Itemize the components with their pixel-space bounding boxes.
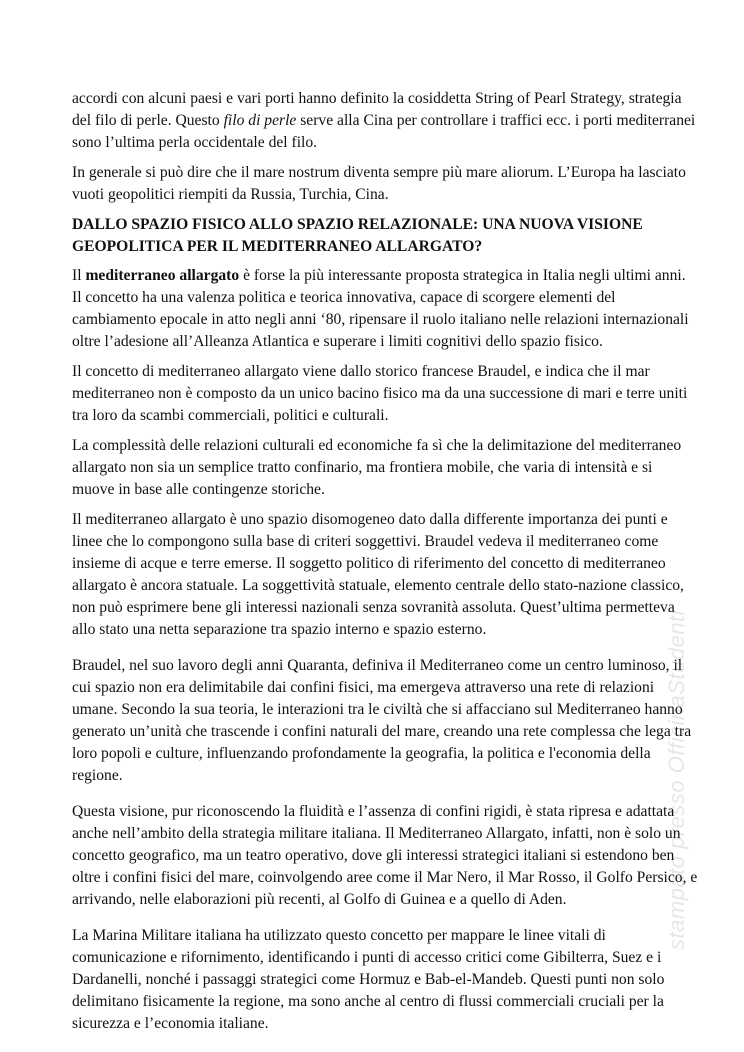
text-line: linee che lo compongono sulla base di criteri soggettivi. Braudel vedeva il mediterraneo come bbox=[72, 533, 659, 550]
text-line: non può esprimere bene gli interessi nazionali senza sovranità assoluta. Quest’ultima permetteva bbox=[72, 599, 675, 616]
text-line: tra loro da scambi commerciali, politici e culturali. bbox=[72, 407, 389, 424]
text-line: Il mediterraneo allargato è uno spazio disomogeneo dato dalla differente importanza dei punti e bbox=[72, 511, 668, 528]
text-line bbox=[72, 110, 696, 132]
text-line: regione. bbox=[72, 767, 123, 784]
text-line: Il concetto di mediterraneo allargato viene dallo storico francese Braudel, e indica che il mar bbox=[72, 363, 650, 380]
paragraph-braudel-quaranta bbox=[72, 655, 692, 787]
text-line: oltre i confini fisici del mare, coinvolgendo aree come il Mar Nero, il Mar Rosso, il Golfo Persico, e bbox=[72, 869, 698, 886]
text-line bbox=[72, 265, 686, 287]
text-line: anche nell’ambito della strategia militare italiana. Il Mediterraneo Allargato, infatti, non è solo un bbox=[72, 825, 681, 842]
heading-line: DALLO SPAZIO FISICO ALLO SPAZIO RELAZIONALE: UNA NUOVA VISIONE bbox=[72, 216, 643, 233]
text-line: accordi con alcuni paesi e vari porti hanno definito la cosiddetta String of Pearl Strategy, strategia bbox=[72, 90, 682, 107]
text-line: allo stato una netta separazione tra spazio interno e spazio esterno. bbox=[72, 621, 487, 638]
text-line: oltre l’adesione all’Alleanza Atlantica e superare i limiti cognitivi dello spazio fisico. bbox=[72, 333, 603, 350]
paragraph-complessita bbox=[72, 435, 682, 501]
section-heading bbox=[72, 214, 682, 258]
paragraph-braudel-origin bbox=[72, 361, 688, 427]
text-line: Il concetto ha una valenza politica e teorica innovativa, capace di scorgere elementi del bbox=[72, 289, 616, 306]
text-line: Braudel, nel suo lavoro degli anni Quaranta, definiva il Mediterraneo come un centro luminoso, il bbox=[72, 657, 683, 674]
text-line: umane. Secondo la sua teoria, le interazioni tra le civiltà che si affacciano sul Mediterraneo hanno bbox=[72, 701, 683, 718]
paragraph-mare-nostrum bbox=[72, 162, 686, 206]
text-line: arrivando, nelle elaborazioni più recenti, al Golfo di Guinea e a quello di Aden. bbox=[72, 891, 567, 908]
text-span: Il bbox=[72, 267, 86, 284]
paragraph-mediterraneo-allargato bbox=[72, 265, 689, 353]
paragraph-strategia-militare bbox=[72, 801, 698, 911]
text-line: vuoti geopolitici riempiti da Russia, Turchia, Cina. bbox=[72, 186, 389, 203]
text-line: Questa visione, pur riconoscendo la fluidità e l’assenza di confini rigidi, è stata ripresa e adattata bbox=[72, 803, 675, 820]
text-line: delimitano fisicamente la regione, ma sono anche al centro di flussi commerciali cruciali per la bbox=[72, 993, 664, 1010]
text-line: loro popoli e culture, influenzando profondamente la geografia, la politica e l'economia della bbox=[72, 745, 651, 762]
text-line: sono l’ultima perla occidentale del filo. bbox=[72, 134, 318, 151]
text-line: comunicazione e rifornimento, identificando i punti di accesso critici come Gibilterra, Suez e i bbox=[72, 949, 662, 966]
paragraph-string-of-pearls bbox=[72, 88, 696, 154]
text-span: è forse la più interessante proposta strategica in Italia negli ultimi anni. bbox=[239, 267, 686, 284]
paragraph-spazio-disomogeneo bbox=[72, 509, 682, 641]
text-span: del filo di perle. Questo bbox=[72, 112, 224, 129]
text-line: generato un’unità che trascende i confini naturali del mare, creando una rete complessa che lega tra bbox=[72, 723, 692, 740]
text-line: In generale si può dire che il mare nostrum diventa sempre più mare aliorum. L’Europa ha lasciato bbox=[72, 164, 686, 181]
text-line: insieme di acque e terre emerse. Il soggetto politico di riferimento del concetto di mediterraneo bbox=[72, 555, 666, 572]
text-line: sicurezza e l’economia italiane. bbox=[72, 1015, 269, 1032]
text-line: allargato non sia un semplice tratto confinario, ma frontiera mobile, che varia di intensità e si bbox=[72, 459, 653, 476]
text-line: concetto geografico, ma un teatro operativo, dove gli interessi strategici italiani si estendono ben bbox=[72, 847, 675, 864]
text-line: muove in base alle contingenze storiche. bbox=[72, 481, 325, 498]
text-line: allargato è ancora statuale. La soggettività statuale, elemento centrale dello stato-nazione classico, bbox=[72, 577, 684, 594]
text-line: mediterraneo non è composto da un unico bacino fisico ma da una successione di mari e terre uniti bbox=[72, 385, 688, 402]
text-span: serve alla Cina per controllare i traffici ecc. i porti mediterranei bbox=[296, 112, 696, 129]
italic-text: filo di perle bbox=[223, 112, 297, 129]
text-line: La complessità delle relazioni culturali ed economiche fa sì che la delimitazione del mediterraneo bbox=[72, 437, 682, 454]
text-line: cui spazio non era delimitabile dai confini fisici, ma emergeva attraverso una rete di relazioni bbox=[72, 679, 655, 696]
watermark: stampato presso OfficinaStudenti bbox=[664, 609, 689, 950]
heading-line: GEOPOLITICA PER IL MEDITERRANEO ALLARGATO? bbox=[72, 238, 483, 255]
text-line: cambiamento epocale in atto negli anni ‘80, ripensare il ruolo italiano nelle relazioni internazionali bbox=[72, 311, 689, 328]
paragraph-marina-militare bbox=[72, 925, 682, 1035]
text-line: La Marina Militare italiana ha utilizzato questo concetto per mappare le linee vitali di bbox=[72, 927, 606, 944]
text-line: Dardanelli, nonché i passaggi strategici come Hormuz e Bab-el-Mandeb. Questi punti non solo bbox=[72, 971, 665, 988]
bold-text: mediterraneo allargato bbox=[85, 267, 240, 284]
document-page bbox=[72, 88, 698, 1043]
